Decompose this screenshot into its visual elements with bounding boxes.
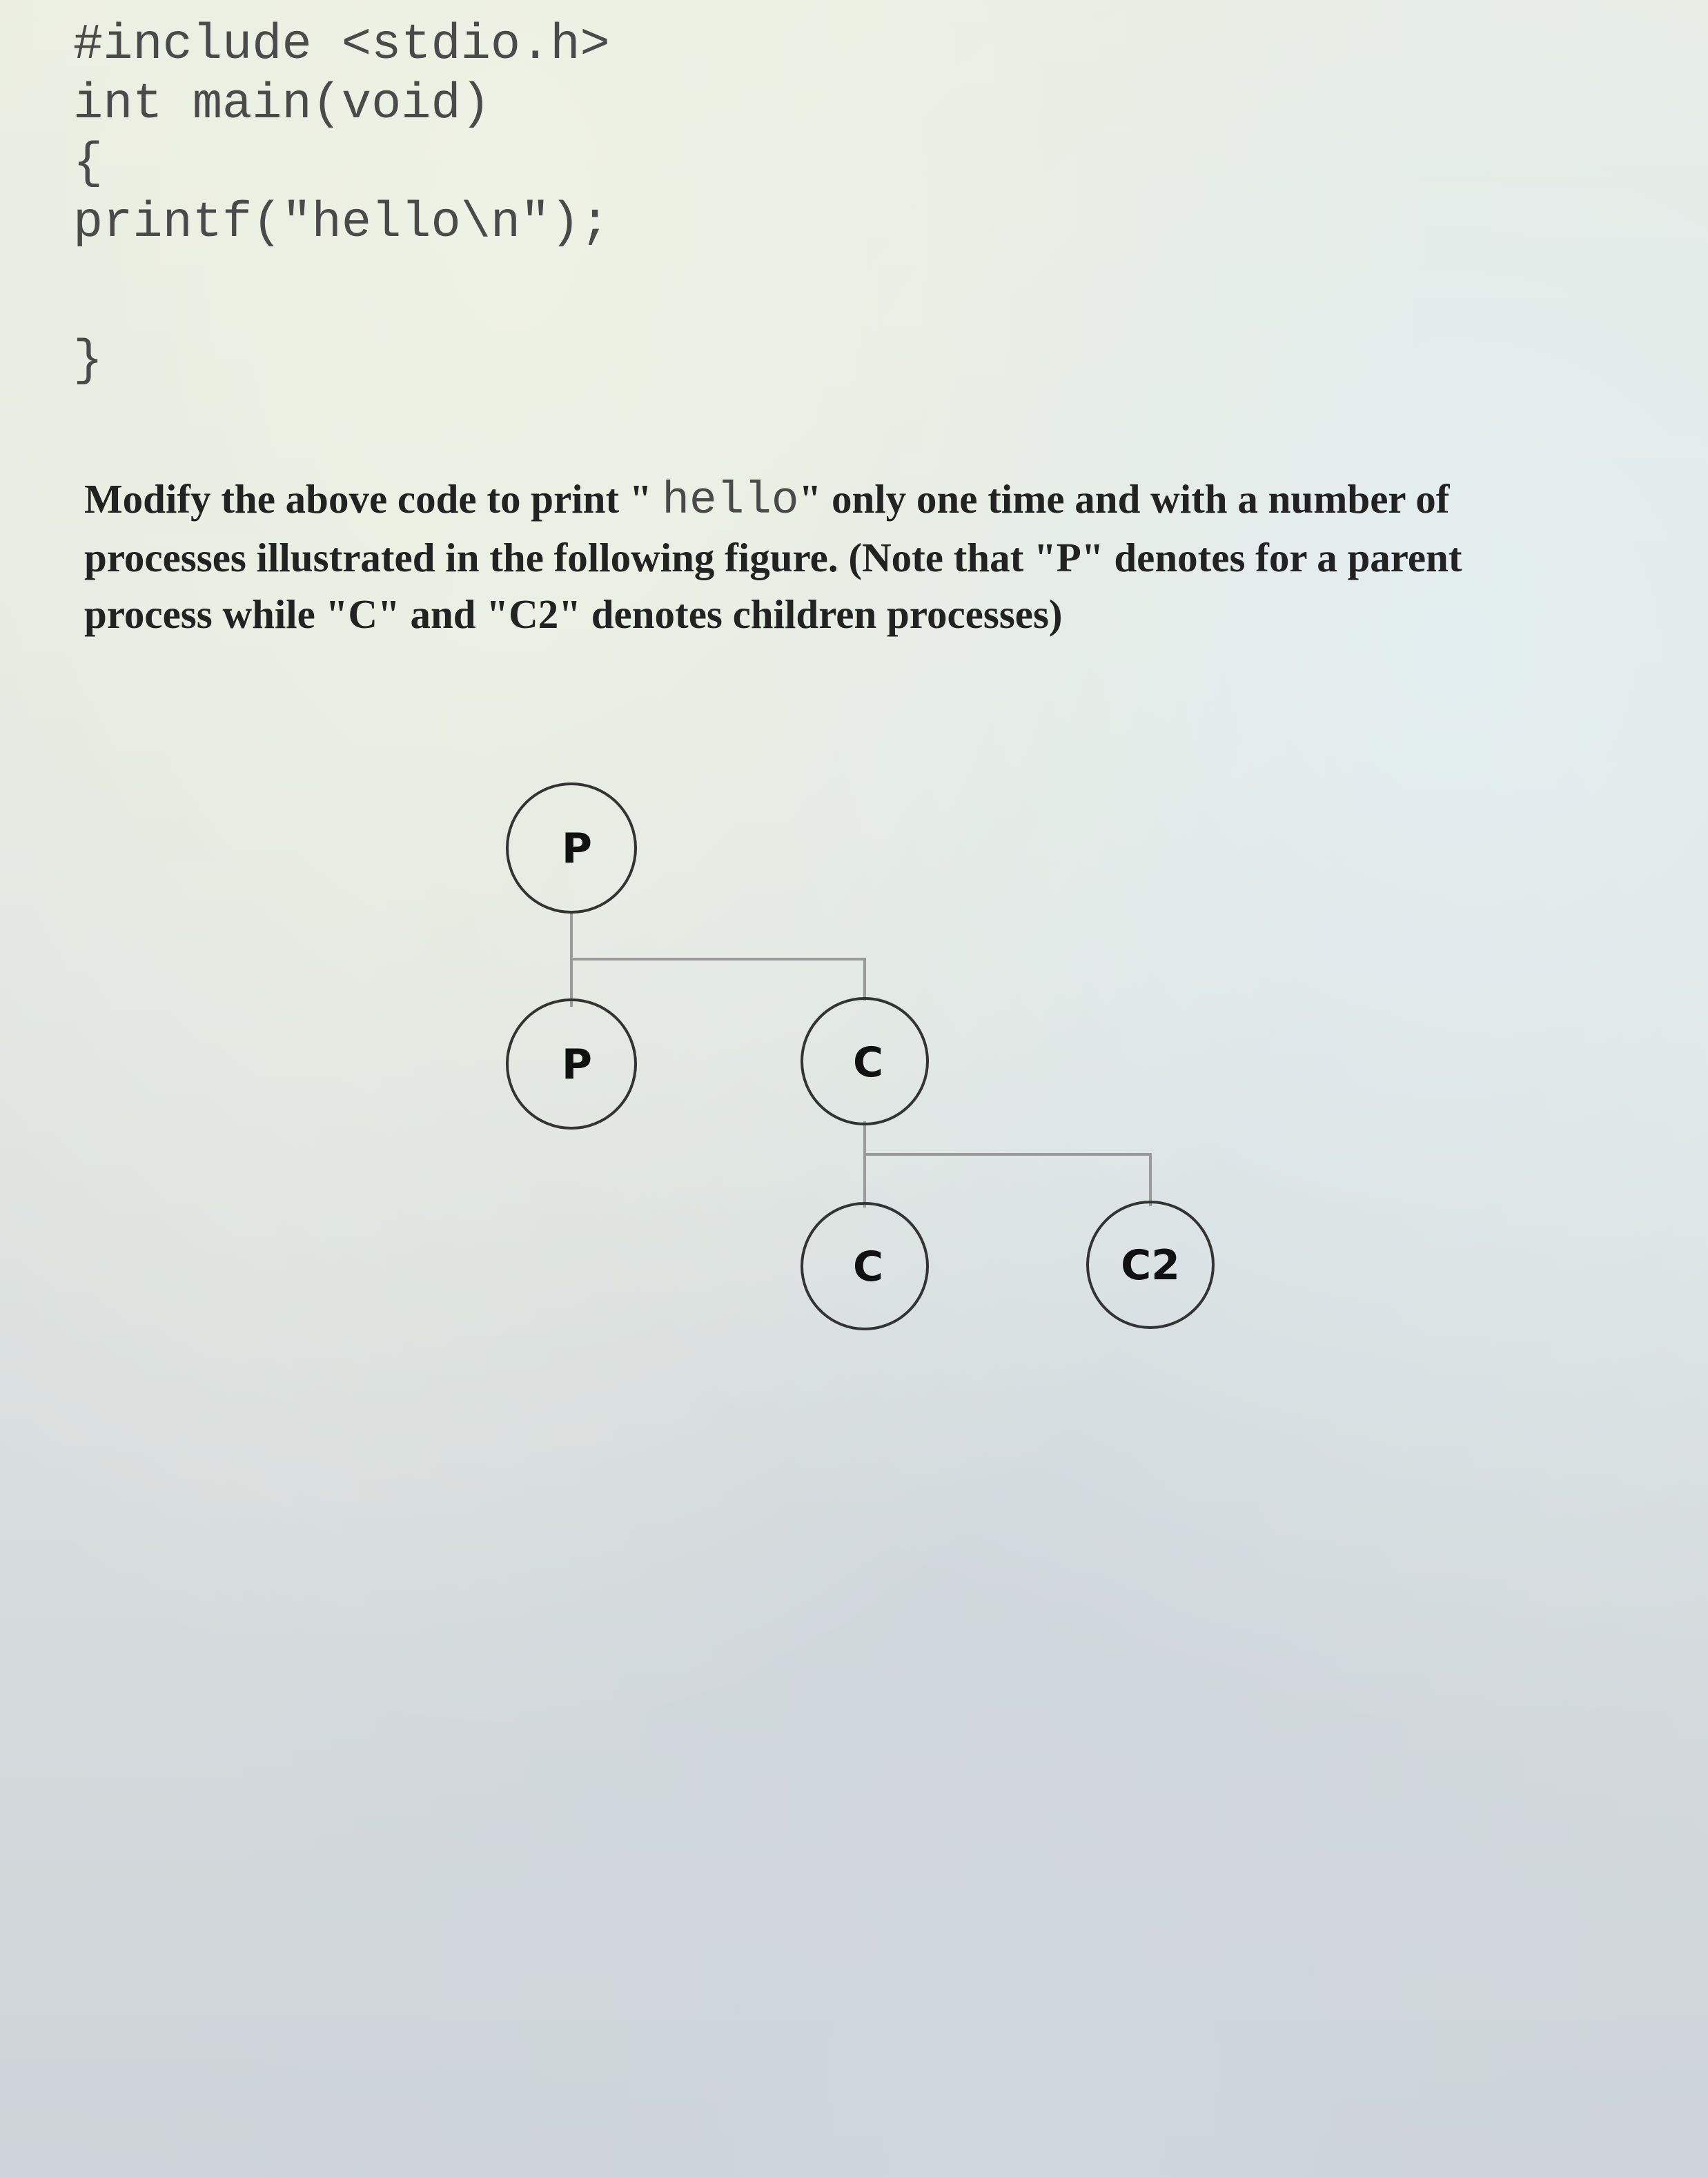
code-line-close-brace: } — [73, 333, 104, 389]
node-label-p: P — [562, 1041, 592, 1089]
node-label-c-child: C — [852, 1243, 884, 1291]
question-text-part2: " only one time and with a number of processes illustrated in the following figure. (Note that "P" denotes for a parent process while "C" and "C2" denotes children processes) — [84, 476, 1462, 637]
edge-root-to-c — [571, 959, 865, 1001]
question-text-part1: Modify the above code to print " — [84, 476, 662, 522]
question-text-hello: hello — [662, 475, 799, 526]
code-line-include: #include <stdio.h> — [73, 17, 610, 73]
node-label-c: C — [852, 1038, 884, 1087]
node-label-c2: C2 — [1121, 1241, 1180, 1290]
node-label-root-p: P — [562, 825, 592, 873]
code-line-main: int main(void) — [73, 76, 491, 132]
code-line-open-brace: { — [73, 135, 104, 192]
edge-c-to-c2 — [865, 1154, 1150, 1206]
code-line-printf: printf("hello\n"); — [73, 195, 610, 251]
